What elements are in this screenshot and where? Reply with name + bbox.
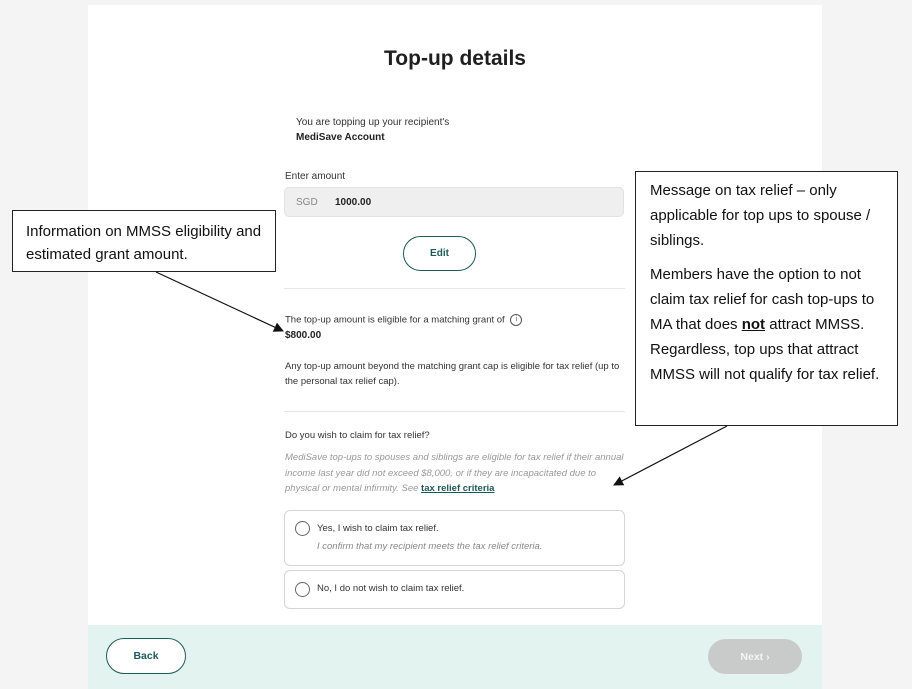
- option-yes-label: Yes, I wish to claim tax relief.: [317, 523, 439, 534]
- callout-tax-relief-p1: Message on tax relief – only applicable for top ups to spouse / siblings.: [650, 182, 871, 249]
- annotation-arrow-left: [156, 272, 283, 331]
- callout-tax-relief: [635, 171, 898, 426]
- tax-relief-criteria-link[interactable]: tax relief criteria: [421, 483, 495, 494]
- amount-label: Enter amount: [285, 171, 346, 182]
- next-label: Next: [740, 650, 764, 663]
- callout-mmss-eligibility: Information on MMSS eligibility and estimated grant amount.: [12, 210, 276, 272]
- option-yes-sublabel: I confirm that my recipient meets the tax relief criteria.: [317, 541, 543, 552]
- info-icon[interactable]: i: [510, 314, 522, 326]
- callout-p2-emphasis: not: [741, 316, 766, 333]
- tax-relief-question: Do you wish to claim for tax relief?: [285, 430, 430, 441]
- grant-cap-text: Any top-up amount beyond the matching grant cap is eligible for tax relief (up to the personal tax relief cap).: [285, 361, 620, 387]
- back-button[interactable]: Back: [106, 638, 186, 674]
- callout-p2-end: attract MMSS. Regardless, top ups that attract MMSS will not qualify for tax relief.: [650, 316, 880, 383]
- grant-amount: $800.00: [285, 330, 322, 341]
- option-no-label: No, I do not wish to claim tax relief.: [317, 583, 465, 594]
- intro-text: You are topping up your recipient's: [296, 117, 450, 128]
- account-name: MediSave Account: [296, 132, 385, 143]
- page-title: Top-up details: [384, 47, 526, 70]
- currency-prefix: SGD: [296, 197, 318, 208]
- edit-button[interactable]: Edit: [403, 236, 476, 271]
- callout-p2-start: Members have the option to not claim tax relief for cash top-ups to MA that does: [650, 266, 875, 333]
- tax-relief-note-text: MediSave top-ups to spouses and siblings are eligible for tax relief if their annual income last year did not exceed $8,000, or if they are incapacitated due to physical or mental infirmity. See: [285, 452, 624, 494]
- amount-value: 1000.00: [335, 197, 372, 208]
- annotation-arrow-right: [614, 426, 727, 485]
- grant-text: The top-up amount is eligible for a matching grant of: [285, 314, 505, 326]
- chevron-right-icon: ›: [766, 650, 770, 663]
- callout-tax-relief-p2: [650, 262, 883, 387]
